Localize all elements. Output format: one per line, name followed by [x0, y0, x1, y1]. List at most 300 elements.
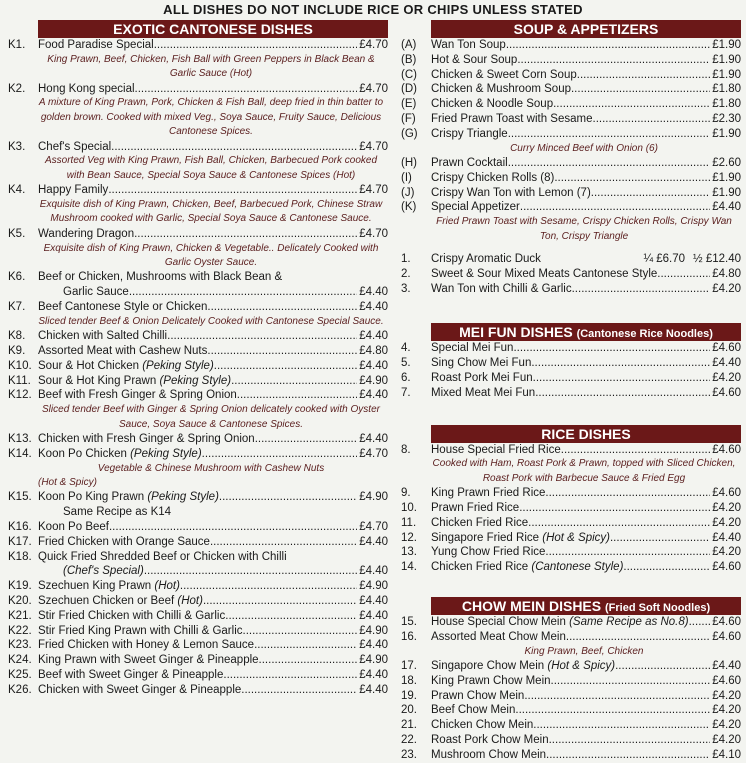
menu-item	[401, 443, 741, 458]
item-code: 9.	[401, 487, 411, 500]
exotic-header	[38, 20, 388, 38]
item-description-2: (Hot & Spicy)	[38, 477, 97, 489]
item-style: (Hot & Spicy)	[542, 531, 610, 544]
item-name	[431, 53, 710, 68]
item-code: K19.	[8, 580, 32, 593]
item-name-text: King Prawn with Sweet Ginger & Pineapple	[38, 654, 259, 667]
item-name-text: Beef with Sweet Ginger & Pineapple	[38, 669, 224, 682]
item-code: 11.	[401, 516, 417, 529]
chowmein-title: CHOW MEIN DISHES	[461, 597, 602, 614]
item-code: 21.	[401, 719, 417, 732]
item-price: £4.60	[712, 630, 741, 643]
item-price: £4.40	[359, 301, 388, 314]
menu-item	[8, 447, 388, 462]
item-note: Same Recipe as K14	[63, 506, 172, 519]
menu-item	[401, 82, 741, 97]
item-code: K22.	[8, 624, 32, 637]
item-code: K23.	[8, 639, 32, 652]
item-name-line2	[8, 564, 388, 579]
menu-item	[401, 674, 741, 689]
item-price: £1.90	[712, 186, 741, 199]
menu-item	[401, 53, 741, 68]
item-price: £4.70	[359, 140, 388, 153]
item-price: £1.90	[712, 127, 741, 140]
item-description: Sliced tender Beef & Onion Delicately Cooked with Cantonese Special Sauce.	[38, 315, 384, 327]
item-price: £4.40	[359, 535, 388, 548]
item-name-text: Chicken Fried Rice	[431, 561, 529, 574]
item-code: K8.	[8, 330, 26, 343]
item-style: (Hot & Spicy)	[547, 659, 616, 672]
item-code: K26.	[8, 683, 32, 696]
item-name	[431, 674, 710, 689]
item-name	[431, 82, 710, 97]
item-name	[431, 443, 710, 458]
item-name	[431, 356, 710, 371]
item-style: (Hot)	[177, 595, 203, 608]
item-name-text: Wan Ton Soup	[431, 39, 506, 51]
menu-item	[401, 748, 741, 763]
menu-item	[401, 171, 741, 186]
item-name-text: Roast Pork Mei Fun	[431, 371, 533, 384]
item-name-text: Koon Po Chicken	[38, 447, 127, 460]
meifun-subtitle: (Cantonese Rice Noodles)	[576, 328, 713, 341]
item-name-text: Chicken Chow Mein	[431, 719, 534, 732]
item-name-text: Prawn Chow Mein	[431, 689, 525, 702]
menu-item	[401, 630, 741, 645]
item-style: (Peking Style)	[159, 374, 232, 387]
item-name	[38, 579, 357, 594]
item-price: £4.80	[359, 345, 388, 358]
item-code: K13.	[8, 433, 32, 446]
item-name-text: Chicken & Sweet Corn Soup	[431, 68, 577, 81]
item-code: (J)	[401, 186, 415, 199]
item-name	[431, 112, 710, 127]
item-name	[431, 733, 710, 748]
item-name	[431, 501, 710, 516]
item-code: 3.	[401, 282, 411, 295]
item-name	[431, 97, 710, 112]
item-code: 2.	[401, 267, 411, 280]
item-style: (Hot)	[154, 580, 180, 593]
item-description: King Prawn, Beef, Chicken	[524, 645, 644, 657]
menu-item	[8, 374, 388, 389]
menu-item	[8, 638, 388, 653]
item-style: (Same Recipe as No.8)	[569, 615, 689, 628]
item-price: £4.20	[712, 719, 741, 732]
menu-item	[401, 186, 741, 201]
item-price: £4.20	[712, 371, 741, 384]
item-code: 6.	[401, 371, 411, 384]
item-name-text: Beef Cantonese Style or Chicken	[38, 301, 208, 314]
item-name	[431, 689, 710, 704]
item-price: £4.90	[359, 374, 388, 387]
item-name	[431, 703, 710, 718]
item-name	[431, 531, 710, 546]
item-code: K12.	[8, 389, 32, 402]
item-price: £4.20	[712, 282, 741, 295]
menu-item	[401, 733, 741, 748]
item-name-text: Chicken with Fresh Ginger & Spring Onion	[38, 433, 255, 446]
item-price: £4.20	[712, 689, 741, 702]
item-code: 14.	[401, 561, 417, 574]
menu-item	[8, 490, 388, 505]
item-name-text: Assorted Meat Chow Mein	[431, 630, 566, 643]
item-price: £4.60	[712, 386, 741, 399]
meifun-list	[401, 341, 741, 400]
item-name	[431, 38, 710, 53]
menu-item	[401, 97, 741, 112]
item-code: (C)	[401, 68, 417, 81]
item-name-text: Fried Chicken with Honey & Lemon Sauce	[38, 639, 255, 652]
item-code: (G)	[401, 127, 418, 140]
item-name-cont	[63, 285, 357, 300]
item-name-text: Assorted Meat with Cashew Nuts	[38, 345, 208, 358]
item-name-text: Crispy Chicken Rolls (8)	[431, 171, 555, 184]
item-name-text: Chef's Special	[38, 140, 112, 153]
menu-item	[401, 371, 741, 386]
item-name-text: Chicken & Noodle Soup	[431, 98, 554, 111]
item-code: 15.	[401, 615, 417, 628]
menu-item	[8, 594, 388, 609]
item-name-text: Happy Family	[38, 184, 109, 197]
menu-item	[8, 520, 388, 535]
menu-item	[8, 388, 388, 403]
item-name	[431, 200, 710, 215]
item-name-text: Crispy Triangle	[431, 127, 508, 140]
item-name	[38, 140, 357, 155]
item-name-text: Chicken & Mushroom Soup	[431, 83, 571, 96]
item-code: 10.	[401, 501, 417, 514]
item-name-text: Crispy Wan Ton with Lemon (7)	[431, 186, 591, 199]
item-code: (I)	[401, 171, 412, 184]
item-price: £4.40	[359, 683, 388, 696]
item-name	[38, 447, 357, 462]
item-name	[38, 374, 357, 389]
duck-price-half: ½ £12.40	[685, 252, 741, 267]
item-price: £4.40	[359, 639, 388, 652]
item-name-cont-text: Garlic Sauce	[63, 286, 129, 299]
menu-item	[8, 38, 388, 53]
item-name-text: Wandering Dragon	[38, 227, 135, 240]
item-name-text: Sweet & Sour Mixed Meats Cantonese Style	[431, 267, 658, 280]
item-name	[38, 329, 357, 344]
item-code: K24.	[8, 654, 32, 667]
item-code: K3.	[8, 140, 26, 153]
item-price: £4.70	[359, 184, 388, 197]
menu-item	[401, 386, 741, 401]
item-code: (A)	[401, 39, 417, 51]
item-description: King Prawn, Beef, Chicken, Fish Ball with Green Peppers in Black Bean & Garlic Sauce (Hot)	[47, 53, 375, 80]
item-price: £4.60	[712, 342, 741, 355]
item-code: 1.	[401, 252, 411, 265]
item-name	[431, 127, 710, 142]
soup-header	[431, 20, 741, 38]
top-note: ALL DISHES DO NOT INCLUDE RICE OR CHIPS UNLESS STATED	[163, 2, 583, 17]
item-name	[38, 490, 357, 505]
item-price: £4.40	[712, 357, 741, 370]
menu-item	[8, 344, 388, 359]
item-price: £4.90	[359, 624, 388, 637]
item-price: £4.40	[359, 565, 388, 578]
item-price: £4.20	[712, 704, 741, 717]
item-price: £4.40	[359, 330, 388, 343]
item-name	[431, 718, 710, 733]
soup-title: SOUP & APPETIZERS	[513, 21, 659, 37]
item-name	[38, 594, 357, 609]
menu-item	[401, 112, 741, 127]
menu-item	[8, 624, 388, 639]
item-name-text: Singapore Chow Mein	[431, 659, 545, 672]
item-price: £4.60	[712, 674, 741, 687]
item-price: £4.40	[712, 531, 741, 544]
item-price: £4.60	[712, 487, 741, 500]
menu-item	[8, 329, 388, 344]
item-code: K18.	[8, 550, 32, 563]
item-name-text: Chicken Fried Rice	[431, 516, 529, 529]
item-name	[38, 624, 357, 639]
menu-item	[8, 535, 388, 550]
item-name	[431, 516, 710, 531]
item-name	[38, 300, 357, 315]
item-code: K15.	[8, 491, 32, 504]
item-price: £4.40	[359, 359, 388, 372]
item-code: (E)	[401, 98, 417, 111]
item-description: A mixture of King Prawn, Pork, Chicken & Fish Ball, deep fried in thin batter to golden brown. Cooked with mixed Veg., Soya Sauce, Fruity Sauce, Delicious Cantonese Spices.	[38, 97, 384, 138]
item-price: £4.70	[359, 39, 388, 51]
item-description: Fried Prawn Toast with Sesame, Crispy Chicken Rolls, Crispy Wan Ton, Crispy Triangle	[436, 216, 732, 242]
item-name	[38, 535, 357, 550]
item-price: £4.70	[359, 82, 388, 95]
item-name	[38, 183, 357, 198]
item-code: 8.	[401, 443, 411, 456]
item-name-text: Koon Po King Prawn	[38, 491, 145, 504]
item-price: £4.40	[359, 286, 388, 299]
item-description: Sliced tender Beef with Ginger & Spring Onion delicately cooked with Oyster Sauce, Soya Sauce & Cantonese Spices.	[42, 404, 380, 430]
item-price: £4.70	[359, 521, 388, 534]
item-name	[431, 545, 710, 560]
item-description: Vegetable & Chinese Mushroom with Cashew Nuts	[97, 462, 325, 474]
menu-item	[8, 140, 388, 155]
menu-item	[401, 659, 741, 674]
item-code: 13.	[401, 546, 417, 559]
item-name-text: House Special Fried Rice	[431, 443, 561, 456]
item-code: 12.	[401, 531, 417, 544]
menu-item	[401, 615, 741, 630]
item-name-text: Koon Po Beef	[38, 521, 109, 534]
item-code: 16.	[401, 630, 417, 643]
item-name-text: Chicken with Salted Chilli	[38, 330, 168, 343]
item-code: 17.	[401, 659, 417, 672]
item-price: £4.20	[712, 501, 741, 514]
item-name	[38, 227, 357, 242]
item-name	[38, 344, 357, 359]
item-code: K4.	[8, 184, 26, 197]
item-name-cont	[63, 564, 357, 579]
item-name	[431, 560, 710, 575]
item-name	[38, 683, 357, 698]
item-price: £2.30	[712, 112, 741, 125]
menu-item	[8, 183, 388, 198]
item-name-text: Fried Chicken with Orange Sauce	[38, 535, 210, 548]
item-name	[431, 486, 710, 501]
item-name-text: Hong Kong special	[38, 82, 135, 95]
menu-item	[401, 200, 741, 215]
item-code: (B)	[401, 53, 417, 66]
soup-more-list	[401, 267, 741, 297]
item-name-text: Stir Fried King Prawn with Chilli & Garlic	[38, 624, 243, 637]
item-name	[38, 82, 357, 97]
item-code: 7.	[401, 386, 411, 399]
menu-item	[8, 432, 388, 447]
item-price: £4.40	[359, 433, 388, 446]
duck-price-quarter: ¼ £6.70	[643, 252, 686, 265]
item-code: 4.	[401, 342, 411, 355]
item-price: £4.70	[359, 447, 388, 460]
item-name	[38, 520, 357, 535]
soup-list	[401, 38, 741, 244]
item-name	[38, 668, 357, 683]
item-name	[38, 270, 388, 285]
item-code: K21.	[8, 609, 32, 622]
menu-item	[401, 560, 741, 575]
item-name-text: House Special Chow Mein	[431, 615, 566, 628]
item-style: (Cantonese Style)	[531, 561, 624, 574]
exotic-list	[8, 38, 388, 698]
item-price: £4.40	[359, 609, 388, 622]
item-code: (K)	[401, 201, 417, 214]
item-code: K11.	[8, 374, 31, 387]
item-name-text: Beef Chow Mein	[431, 704, 516, 717]
item-price: £2.60	[712, 156, 741, 169]
left-column	[8, 20, 388, 698]
item-name-text: Stir Fried Chicken with Chilli & Garlic	[38, 609, 226, 622]
item-name-line2	[8, 285, 388, 300]
item-code: 23.	[401, 748, 417, 761]
item-price: £4.40	[359, 389, 388, 402]
item-name	[431, 748, 710, 763]
item-price: £1.90	[712, 171, 741, 184]
item-name	[38, 432, 357, 447]
right-column	[401, 20, 741, 763]
menu-item	[8, 359, 388, 374]
meifun-header	[431, 323, 741, 341]
item-code: 18.	[401, 674, 417, 687]
item-name-text: Roast Pork Chow Mein	[431, 733, 549, 746]
item-price: £4.70	[359, 227, 388, 240]
item-name-text: Beef or Chicken, Mushrooms with Black Bean &	[38, 271, 283, 284]
item-description: Assorted Veg with King Prawn, Fish Ball, Chicken, Barbecued Pork cooked with Bean Sauce, Special Soya Sauce & Cantonese Spices (Hot)	[44, 155, 378, 181]
item-code: 20.	[401, 704, 417, 717]
item-code: 22.	[401, 733, 417, 746]
menu-item	[401, 252, 741, 267]
item-price: £4.90	[359, 491, 388, 504]
item-price: £4.40	[359, 595, 388, 608]
menu-item	[401, 545, 741, 560]
menu-item	[8, 300, 388, 315]
item-name	[38, 38, 357, 53]
item-price: £1.90	[712, 39, 741, 51]
item-price: £1.90	[712, 53, 741, 66]
item-name	[38, 609, 357, 624]
item-name	[431, 171, 710, 186]
menu-item	[401, 282, 741, 297]
item-name-text: Special Mei Fun	[431, 342, 514, 355]
menu-item	[401, 718, 741, 733]
rice-title: RICE DISHES	[541, 425, 631, 442]
menu-item	[8, 270, 388, 285]
item-name-text: Mixed Meat Mei Fun	[431, 386, 536, 399]
item-price: £1.80	[712, 83, 741, 96]
item-code: (F)	[401, 112, 416, 125]
item-code: K10.	[8, 359, 32, 372]
chowmein-subtitle: (Fried Soft Noodles)	[605, 601, 711, 614]
item-code: K5.	[8, 227, 26, 240]
item-price: £1.80	[712, 98, 741, 111]
item-name	[38, 388, 357, 403]
menu-item	[8, 609, 388, 624]
item-style: (Peking Style)	[147, 491, 219, 504]
menu-item	[8, 668, 388, 683]
item-style: (Peking Style)	[130, 447, 202, 460]
item-name-cont-text: (Chef's Special)	[63, 565, 144, 578]
item-name-text: Hot & Sour Soup	[431, 53, 518, 66]
item-code: K2.	[8, 82, 26, 95]
item-code: 19.	[401, 689, 417, 702]
item-code: K17.	[8, 535, 32, 548]
menu-item	[401, 127, 741, 142]
meifun-title: MEI FUN DISHES	[459, 324, 573, 341]
menu-item	[8, 227, 388, 242]
exotic-title: EXOTIC CANTONESE DISHES	[113, 21, 313, 37]
item-name	[38, 638, 357, 653]
item-code: K6.	[8, 271, 26, 284]
menu-item	[8, 579, 388, 594]
item-name	[38, 653, 357, 668]
item-name	[431, 659, 710, 674]
item-style: (Peking Style)	[142, 359, 214, 372]
menu-item	[401, 38, 741, 53]
rice-list	[401, 443, 741, 575]
menu-item	[401, 267, 741, 282]
item-name	[431, 371, 710, 386]
item-name-text: Szechuen Chicken or Beef	[38, 595, 175, 608]
item-name	[431, 186, 710, 201]
item-price: £4.60	[712, 561, 741, 574]
item-name	[431, 156, 710, 171]
item-name-text: King Prawn Chow Mein	[431, 674, 551, 687]
item-name	[431, 267, 710, 282]
item-price: £4.20	[712, 516, 741, 529]
menu-item	[8, 550, 388, 565]
item-name-text: Singapore Fried Rice	[431, 531, 540, 544]
item-code: K25.	[8, 669, 32, 682]
item-description: Cooked with Ham, Roast Pork & Prawn, topped with Sliced Chicken, Roast Pork with Barbecue Sauce & Fried Egg	[432, 458, 736, 484]
menu-item	[8, 653, 388, 668]
menu-item	[401, 689, 741, 704]
item-name	[431, 630, 710, 645]
item-price: £4.60	[712, 615, 741, 628]
item-name-text: Yung Chow Fried Rice	[431, 546, 546, 559]
rice-header	[431, 425, 741, 443]
item-name-text: Chicken with Sweet Ginger & Pineapple	[38, 683, 242, 696]
item-description: Exquisite dish of King Prawn, Chicken, Beef, Barbecued Pork, Chinese Straw Mushroom cooked with Garlic, Special Soya Sauce & Cantonese Sauce.	[39, 199, 383, 225]
item-code: 5.	[401, 357, 411, 370]
item-price: £4.40	[359, 669, 388, 682]
chowmein-list	[401, 615, 741, 763]
item-name-text: Sour & Hot King Prawn	[38, 374, 157, 387]
chowmein-header	[431, 597, 741, 615]
item-price: £4.20	[712, 546, 741, 559]
